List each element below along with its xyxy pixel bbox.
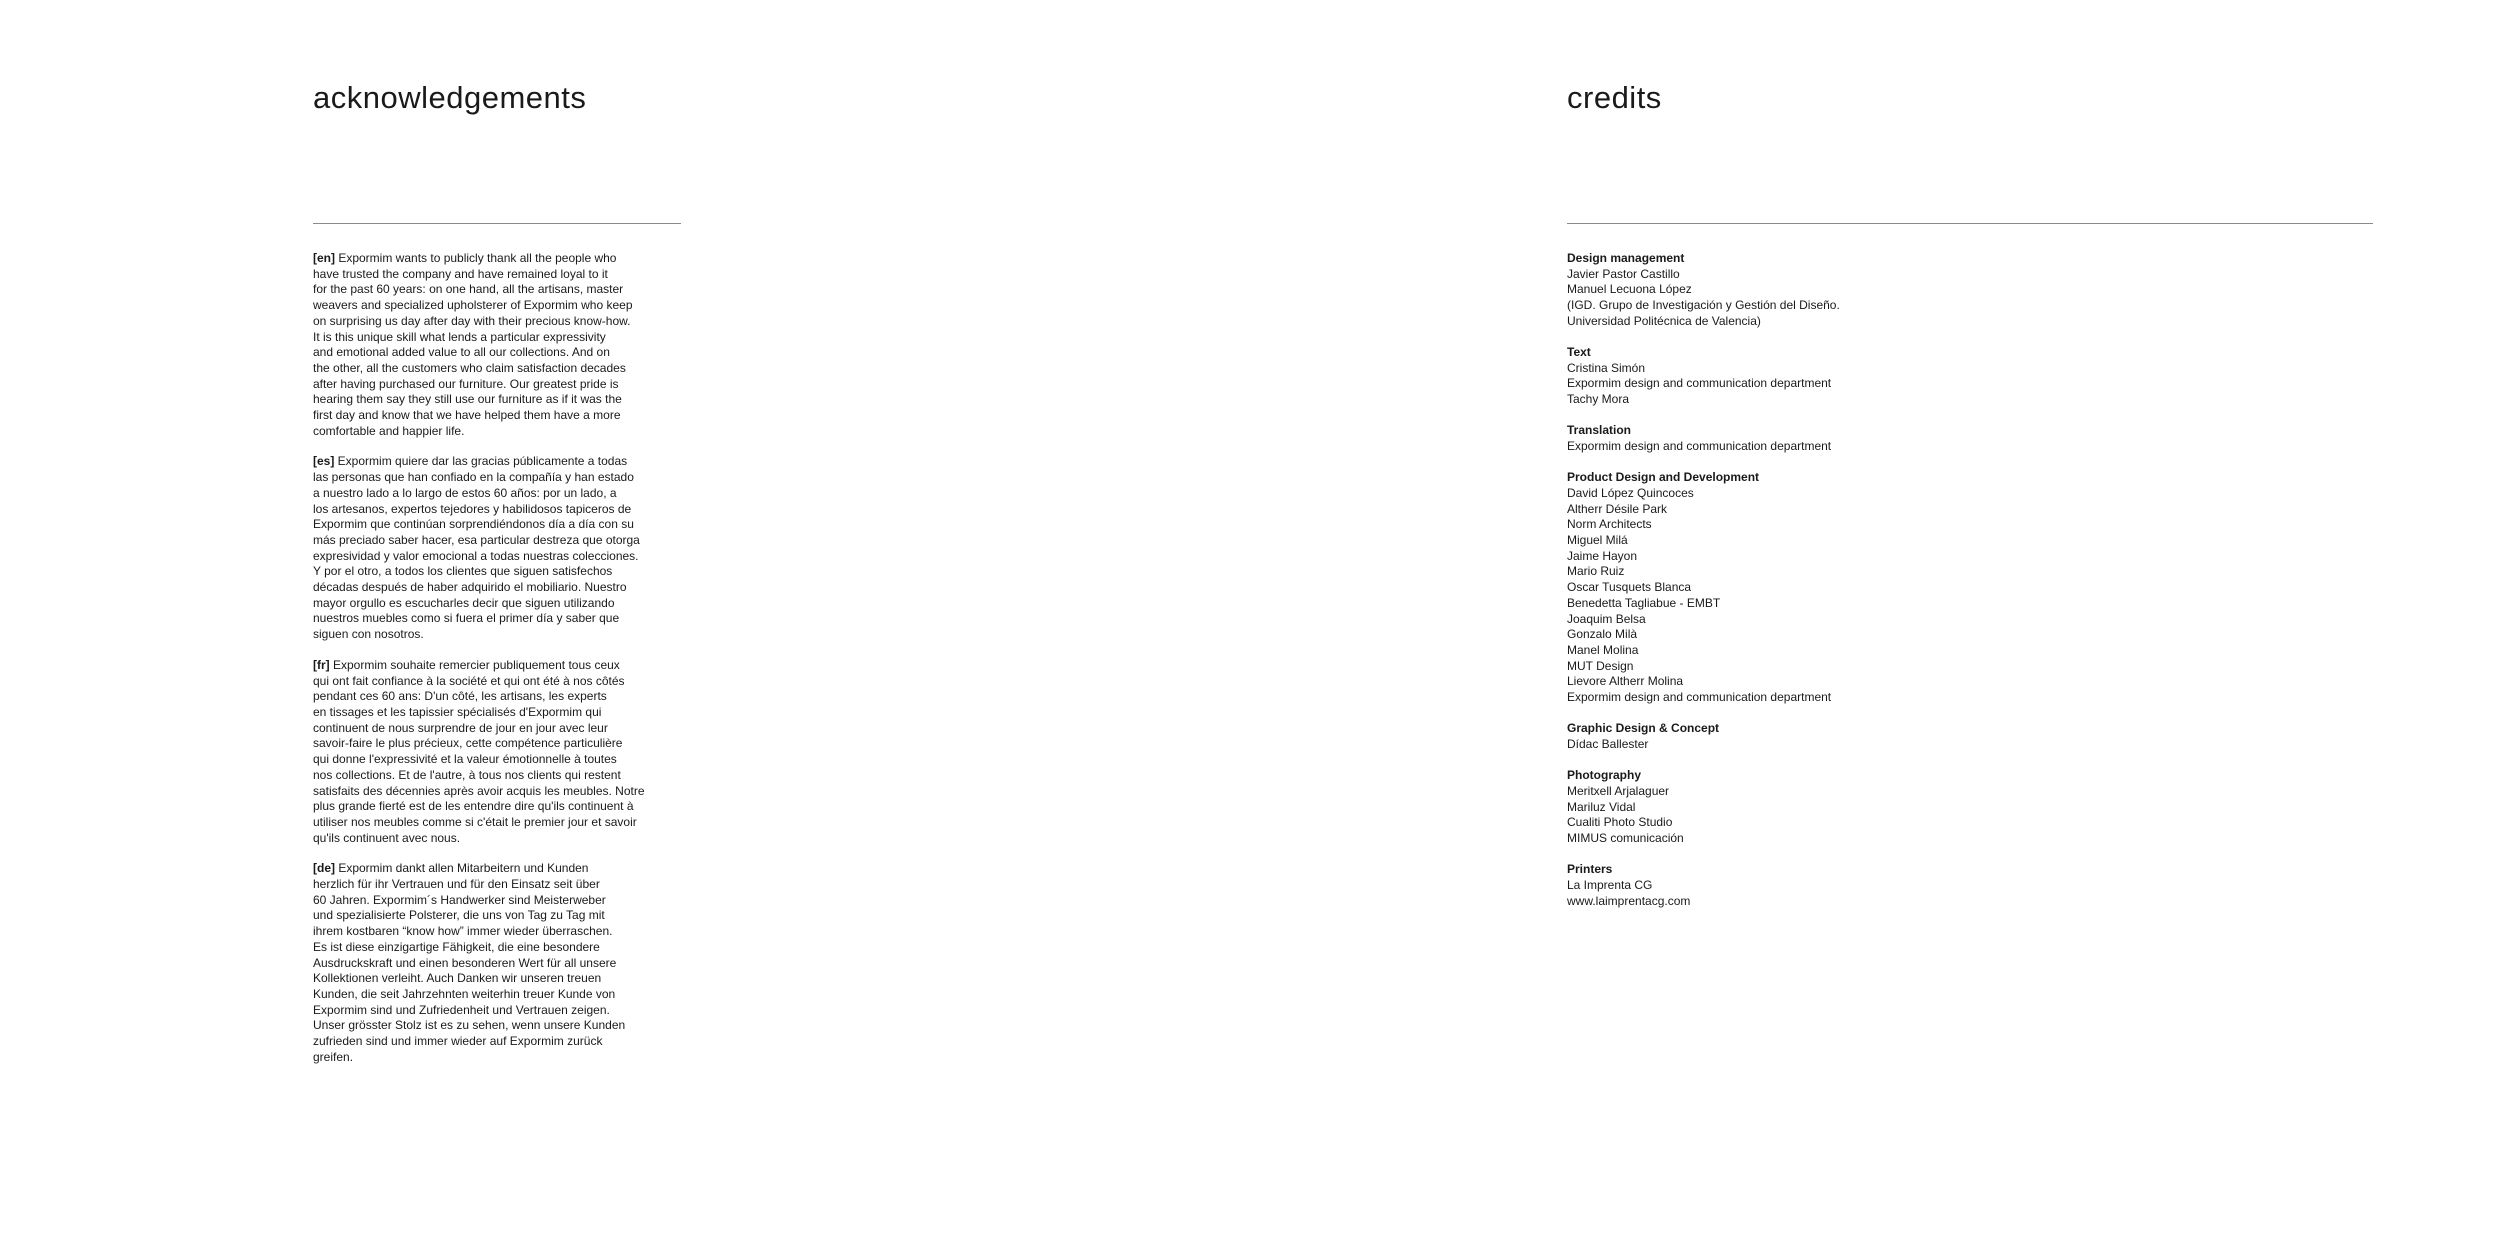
paragraph-text: Expormim quiere dar las gracias públicamente a todas [334, 454, 628, 469]
paragraph-line: las personas que han confiado en la compañía y han estado [313, 470, 634, 485]
credits-divider [1567, 223, 2373, 224]
language-tag: [en] [313, 251, 335, 265]
paragraph-line: first day and know that we have helped them have a more [313, 408, 621, 423]
credit-name: Gonzalo Milà [1567, 627, 1638, 642]
language-tag: [de] [313, 861, 335, 876]
acknowledgements-body [313, 251, 645, 1080]
paragraph-line [313, 454, 645, 470]
paragraph-line [313, 251, 645, 267]
credits-title: credits [1567, 80, 1662, 115]
credit-name: Javier Pastor Castillo [1567, 266, 1680, 281]
paragraph-line: qu'ils continuent avec nous. [313, 830, 461, 845]
paragraph-line: más preciado saber hacer, esa particular destreza que otorga [313, 532, 640, 547]
paragraph-line: Expormim que continúan sorprendiéndonos día a día con su [313, 517, 634, 532]
paragraph-line [313, 861, 645, 877]
credit-name: Oscar Tusquets Blanca [1567, 580, 1692, 595]
credit-name: www.laimprentacg.com [1567, 893, 1691, 908]
paragraph-line: Ausdruckskraft und einen besonderen Wert für all unsere [313, 955, 617, 970]
paragraph-line: pendant ces 60 ans: D'un côté, les artisans, les experts [313, 689, 607, 704]
acknowledgement-paragraph [313, 861, 645, 1065]
paragraph-text: Expormim wants to publicly thank all the people who [335, 251, 617, 265]
paragraph-line: siguen con nosotros. [313, 627, 424, 642]
credit-name: David López Quincoces [1567, 485, 1694, 500]
credit-group [1567, 721, 1840, 752]
credit-group [1567, 423, 1840, 454]
paragraph-line: nuestros muebles como si fuera el primer día y saber que [313, 611, 620, 626]
paragraph-line: en tissages et les tapissier spécialisés d'Expormim qui [313, 704, 602, 719]
credit-role: Photography [1567, 768, 1641, 783]
credit-role: Text [1567, 345, 1591, 360]
paragraph-line: Unser grösster Stolz ist es zu sehen, wenn unsere Kunden [313, 1018, 626, 1033]
credit-role: Product Design and Development [1567, 470, 1760, 485]
paragraph-line: ihrem kostbaren “know how” immer wieder überraschen. [313, 924, 613, 939]
paragraph-line: hearing them say they still use our furniture as if it was the [313, 392, 622, 407]
paragraph-line: plus grande fierté est de les entendre dire qu'ils continuent à [313, 799, 634, 814]
paragraph-line: zufrieden sind und immer wieder auf Expormim zurück [313, 1034, 603, 1049]
paragraph-line: a nuestro lado a lo largo de estos 60 años: por un lado, a [313, 485, 617, 500]
credit-name: MUT Design [1567, 658, 1634, 673]
credit-name: Joaquim Belsa [1567, 611, 1646, 626]
paragraph-line: Kunden, die seit Jahrzehnten weiterhin treuer Kunde von [313, 986, 616, 1001]
credit-role: Translation [1567, 423, 1632, 438]
paragraph-line: qui donne l'expressivité et la valeur émotionnelle à toutes [313, 752, 617, 767]
credit-group [1567, 470, 1840, 706]
paragraph-line: on surprising us day after day with their precious know-how. [313, 313, 631, 328]
paragraph-line: Y por el otro, a todos los clientes que siguen satisfechos [313, 564, 613, 579]
credit-name: Lievore Altherr Molina [1567, 674, 1684, 689]
credit-group [1567, 251, 1840, 330]
acknowledgements-title: acknowledgements [313, 80, 587, 115]
credit-name: Expormim design and communication department [1567, 376, 1832, 391]
credit-group [1567, 768, 1840, 847]
paragraph-line: mayor orgullo es escucharles decir que siguen utilizando [313, 595, 615, 610]
paragraph-line: expresividad y valor emocional a todas nuestras colecciones. [313, 548, 639, 563]
credit-name: Expormim design and communication department [1567, 690, 1832, 705]
paragraph-line: greifen. [313, 1049, 354, 1064]
paragraph-line: décadas después de haber adquirido el mobiliario. Nuestro [313, 580, 627, 595]
paragraph-text: Expormim dankt allen Mitarbeitern und Kunden [335, 861, 589, 876]
paragraph-line [313, 658, 645, 674]
credits-body [1567, 251, 1840, 925]
paragraph-line: weavers and specialized upholsterer of Expormim who keep [313, 298, 633, 313]
paragraph-line: savoir-faire le plus précieux, cette compétence particulière [313, 736, 623, 751]
acknowledgements-divider [313, 223, 681, 224]
credit-name: Jaime Hayon [1567, 548, 1638, 563]
language-tag: [es] [313, 454, 335, 469]
acknowledgement-paragraph [313, 454, 645, 642]
credit-name: Manuel Lecuona López [1567, 282, 1692, 297]
paragraph-line: Expormim sind und Zufriedenheit und Vertrauen zeigen. [313, 1002, 610, 1017]
paragraph-line: herzlich für ihr Vertrauen und für den Einsatz seit über [313, 877, 600, 892]
credit-name: Expormim design and communication department [1567, 439, 1832, 454]
credit-group [1567, 345, 1840, 408]
language-tag: [fr] [313, 657, 330, 672]
credit-role: Design management [1567, 251, 1685, 265]
credit-name: (IGD. Grupo de Investigación y Gestión del Diseño. [1567, 298, 1840, 313]
credit-name: Mariluz Vidal [1567, 799, 1636, 814]
paragraph-line: continuent de nous surprendre de jour en jour avec leur [313, 720, 608, 735]
credit-name: Miguel Milá [1567, 533, 1628, 548]
credit-name: Benedetta Tagliabue - EMBT [1567, 595, 1721, 610]
credit-name: Norm Architects [1567, 517, 1652, 532]
paragraph-line: for the past 60 years: on one hand, all the artisans, master [313, 282, 624, 297]
paragraph-line: Es ist diese einzigartige Fähigkeit, die eine besondere [313, 939, 600, 954]
paragraph-line: have trusted the company and have remained loyal to it [313, 266, 608, 281]
credit-group [1567, 862, 1840, 909]
acknowledgement-paragraph [313, 658, 645, 846]
paragraph-line: It is this unique skill what lends a particular expressivity [313, 329, 606, 344]
paragraph-line: and emotional added value to all our collections. And on [313, 345, 610, 360]
credit-name: Tachy Mora [1567, 392, 1630, 407]
paragraph-line: the other, all the customers who claim satisfaction decades [313, 360, 626, 375]
credit-name: Mario Ruiz [1567, 564, 1625, 579]
credit-name: Cristina Simón [1567, 360, 1646, 375]
paragraph-line: comfortable and happier life. [313, 423, 465, 438]
paragraph-line: los artesanos, expertos tejedores y habilidosos tapiceros de [313, 501, 632, 516]
credit-name: Manel Molina [1567, 642, 1639, 657]
credit-name: La Imprenta CG [1567, 877, 1653, 892]
paragraph-line: Kollektionen verleiht. Auch Danken wir unseren treuen [313, 971, 602, 986]
paragraph-text: Expormim souhaite remercier publiquement tous ceux [329, 657, 620, 672]
acknowledgement-paragraph [313, 251, 645, 439]
credit-name: MIMUS comunicación [1567, 831, 1684, 845]
credit-name: Cualiti Photo Studio [1567, 815, 1673, 830]
paragraph-line: after having purchased our furniture. Our greatest pride is [313, 376, 619, 391]
credit-name: Meritxell Arjalaguer [1567, 783, 1670, 798]
credit-role: Graphic Design & Concept [1567, 721, 1720, 736]
credit-role: Printers [1567, 862, 1613, 877]
paragraph-line: nos collections. Et de l'autre, à tous nos clients qui restent [313, 767, 621, 782]
paragraph-line: 60 Jahren. Expormim´s Handwerker sind Meisterweber [313, 892, 606, 907]
credit-name: Dídac Ballester [1567, 736, 1649, 751]
paragraph-line: satisfaits des décennies après avoir acquis les meubles. Notre [313, 783, 645, 798]
paragraph-line: qui ont fait confiance à la société et qui ont été à nos côtés [313, 673, 625, 688]
paragraph-line: und spezialisierte Polsterer, die uns von Tag zu Tag mit [313, 908, 605, 923]
paragraph-line: utiliser nos meubles comme si c'était le premier jour et savoir [313, 814, 637, 829]
credit-name: Altherr Désile Park [1567, 501, 1668, 516]
credit-name: Universidad Politécnica de Valencia) [1567, 313, 1761, 328]
